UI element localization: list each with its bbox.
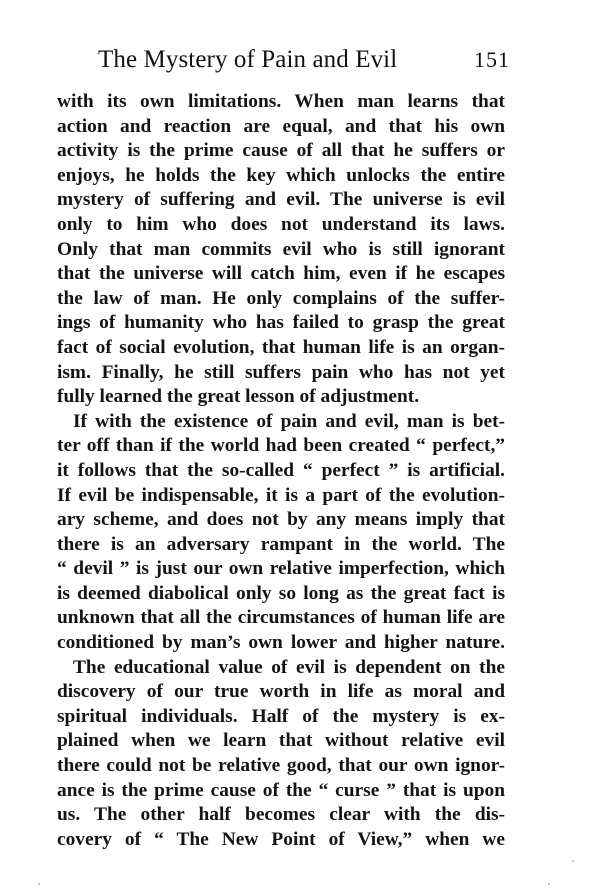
body-text [57, 90, 505, 852]
text-line: discovery of our true worth in life as moral and [57, 681, 505, 703]
text-line: is deemed diabolical only so long as the great fact is [57, 582, 505, 604]
text-line: covery of “ The New Point of View,” when we [57, 828, 505, 850]
text-line: ance is the prime cause of the “ curse ” that is upon [57, 779, 505, 801]
text-line: there could not be relative good, that our own ignor- [57, 755, 505, 777]
text-line: ary scheme, and does not by any means imply that [57, 509, 505, 531]
text-line: spiritual individuals. Half of the mystery is ex- [57, 705, 505, 727]
text-line: it follows that the so-called “ perfect ” is artificial. [57, 459, 505, 481]
text-line: ism. Finally, he still suffers pain who has not yet [57, 361, 505, 383]
scan-speck [38, 883, 40, 885]
text-line: only to him who does not understand its laws. [57, 213, 505, 235]
text-line: enjoys, he holds the key which unlocks the entire [57, 164, 505, 186]
running-title: The Mystery of Pain and Evil [98, 46, 398, 73]
text-line: fully learned the great lesson of adjustment. [57, 386, 420, 408]
text-line: action and reaction are equal, and that his own [57, 115, 505, 137]
text-line: fact of social evolution, that human life is an organ- [57, 336, 505, 358]
text-line: plained when we learn that without relative evil [57, 730, 505, 752]
text-line: unknown that all the circumstances of human life are [57, 607, 505, 629]
text-line: Only that man commits evil who is still ignorant [57, 238, 505, 260]
scan-speck [572, 860, 574, 862]
text-line: activity is the prime cause of all that he suffers or [57, 140, 505, 162]
text-line: The educational value of evil is dependent on the [73, 656, 505, 678]
text-line: there is an adversary rampant in the world. The [57, 533, 505, 555]
text-line: If with the existence of pain and evil, man is bet- [73, 410, 505, 432]
text-line: conditioned by man’s own lower and higher nature. [57, 632, 505, 654]
running-head [98, 42, 510, 78]
text-line: the law of man. He only complains of the suffer- [57, 287, 505, 309]
text-line: ings of humanity who has failed to grasp the great [57, 312, 505, 334]
text-line: with its own limitations. When man learns that [57, 91, 505, 112]
text-line: us. The other half becomes clear with the dis- [57, 804, 505, 826]
text-line: that the universe will catch him, even if he escapes [57, 263, 505, 285]
text-line: If evil be indispensable, it is a part of the evolution- [57, 484, 505, 506]
scan-speck [548, 883, 550, 885]
text-line: mystery of suffering and evil. The universe is evil [57, 189, 505, 211]
text-line: “ devil ” is just our own relative imperfection, which [57, 558, 505, 580]
page-number: 151 [474, 47, 510, 72]
text-line: ter off than if the world had been created “ perfect,” [57, 435, 505, 457]
